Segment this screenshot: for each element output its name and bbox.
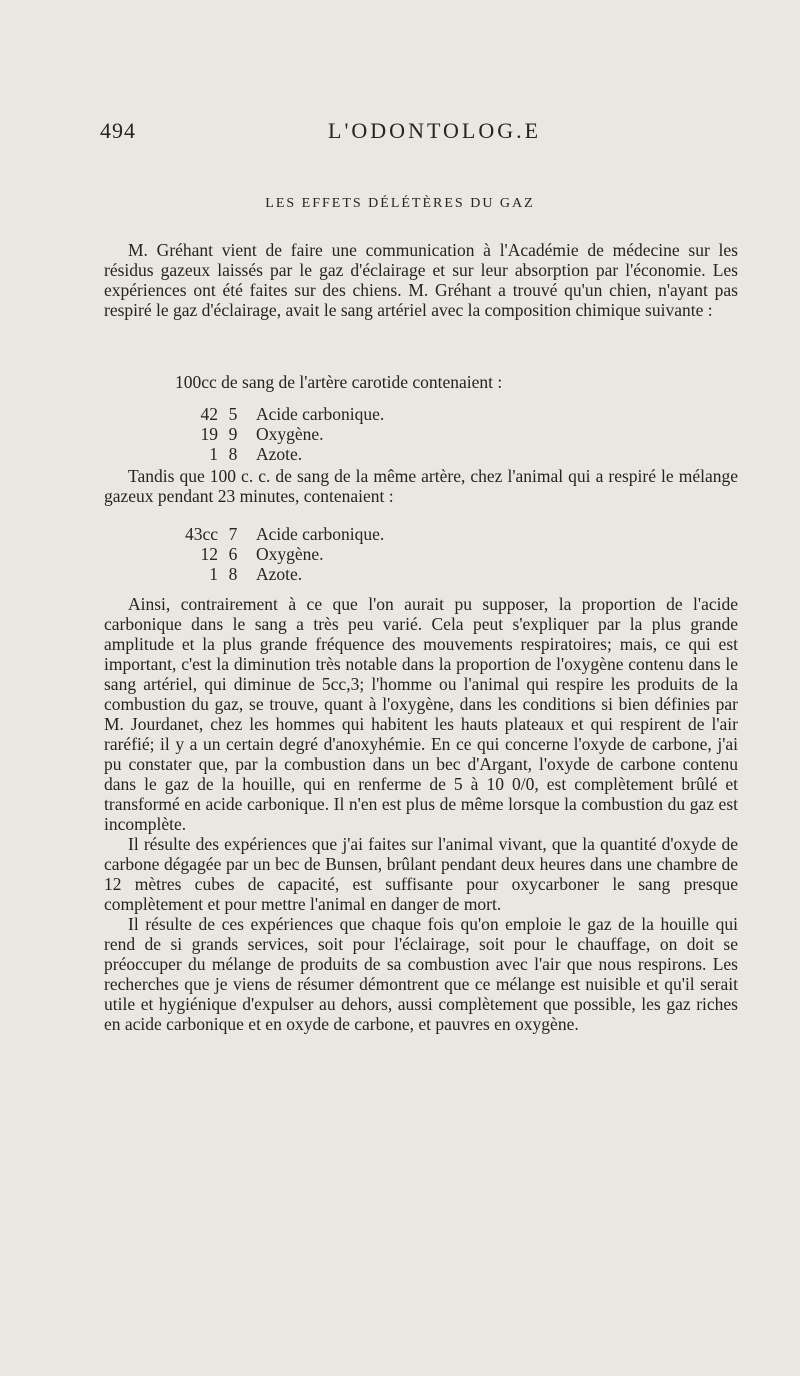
gas-name: Azote. [256, 444, 303, 464]
gas-name: Acide carbonique. [256, 404, 385, 424]
gas-name: Oxygène. [256, 424, 324, 444]
value-whole: 43cc [184, 524, 218, 544]
table-row [170, 524, 384, 544]
paragraph-text: Tandis que 100 c. c. de sang de la même artère, chez l'animal qui a respiré le mélange gazeux pendant 23 minutes, contenaient : [104, 466, 738, 506]
gas-name: Oxygène. [256, 544, 324, 564]
blood-composition-table-1 [170, 404, 384, 464]
section-title: LES EFFETS DÉLÉTÈRES DU GAZ [265, 196, 535, 211]
running-header [100, 118, 730, 150]
value-decimal: 6 [228, 544, 238, 564]
value-whole: 12 [200, 544, 218, 564]
gas-name: Acide carbonique. [256, 524, 385, 544]
value-decimal: 8 [228, 564, 238, 584]
table-row [170, 444, 384, 464]
paragraph-text: M. Gréhant vient de faire une communication à l'Académie de médecine sur les résidus gazeux laissés par le gaz d'éclairage et sur leur absorption par l'économie. Les expériences ont été faites sur des chiens. M. Gréhant a trouvé qu'un chien, n'ayant pas respiré le gaz d'éclairage, avait le sang artériel avec la composition chimique suivante : [104, 240, 738, 320]
body-text [104, 594, 738, 1034]
blood-composition-table-2 [170, 524, 384, 584]
value-whole: 1 [209, 444, 218, 464]
value-decimal: 5 [228, 404, 238, 424]
value-decimal: 8 [228, 444, 238, 464]
table-row [170, 564, 384, 584]
gas-name: Azote. [256, 564, 303, 584]
paragraph-4: Il résulte des expériences que j'ai faites sur l'animal vivant, que la quantité d'oxyde de carbone dégagée par un bec de Bunsen, brûlant pendant deux heures dans une chambre de 12 mètres cubes de capacité, est suffisante pour oxycarboner le sang presque complètement et pour mettre l'animal en danger de mort. [104, 834, 738, 914]
journal-title: L'ODONTOLOG.E [328, 118, 542, 143]
page-number: 494 [100, 118, 136, 143]
table-row [170, 404, 384, 424]
value-whole: 42 [200, 404, 218, 424]
paragraph-3: Ainsi, contrairement à ce que l'on aurait pu supposer, la proportion de l'acide carbonique dans le sang a très peu varié. Cela peut s'expliquer par la plus grande amplitude et la plus grande fréquence des mouvements respiratoires; mais, ce qui est important, c'est la diminution très notable dans la proportion de l'oxygène contenu dans le sang artériel, qui diminue de 5cc,3; l'homme ou l'animal qui respire les produits de la combustion du gaz, se trouve, quant à l'oxygène, dans les conditions si bien définies par M. Jourdanet, chez les hommes qui habitent les hauts plateaux et qui respirent de l'air raréfié; il y a un certain degré d'anoxyhémie. En ce qui concerne l'oxyde de carbone, j'ai pu constater que, par la combustion dans un bec d'Argant, l'oxyde de carbone contenu dans le gaz de la houille, qui en renferme de 5 à 10 0/0, est complètement brûlé et transformé en acide carbonique. Il n'en est plus de même lorsque la combustion du gaz est incomplète. [104, 594, 738, 834]
table-row [170, 424, 384, 444]
value-whole: 1 [209, 564, 218, 584]
table-row [170, 544, 384, 564]
paragraph-1 [104, 240, 738, 320]
value-whole: 19 [200, 424, 218, 444]
value-decimal: 9 [228, 424, 238, 444]
paragraph-2 [104, 466, 738, 506]
value-decimal: 7 [228, 524, 238, 544]
paragraph-5: Il résulte de ces expériences que chaque fois qu'on emploie le gaz de la houille qui rend de si grands services, soit pour l'éclairage, soit pour le chauffage, on doit se préoccuper du mélange de produits de sa combustion avec l'air que nous respirons. Les recherches que je viens de résumer démontrent que ce mélange est nuisible et qu'il serait utile et hygiénique d'expulser au dehors, aussi complètement que possible, les gaz riches en acide carbonique et en oxyde de carbone, et pauvres en oxygène. [104, 914, 738, 1034]
table-1-intro: 100cc de sang de l'artère carotide contenaient : [175, 372, 503, 392]
